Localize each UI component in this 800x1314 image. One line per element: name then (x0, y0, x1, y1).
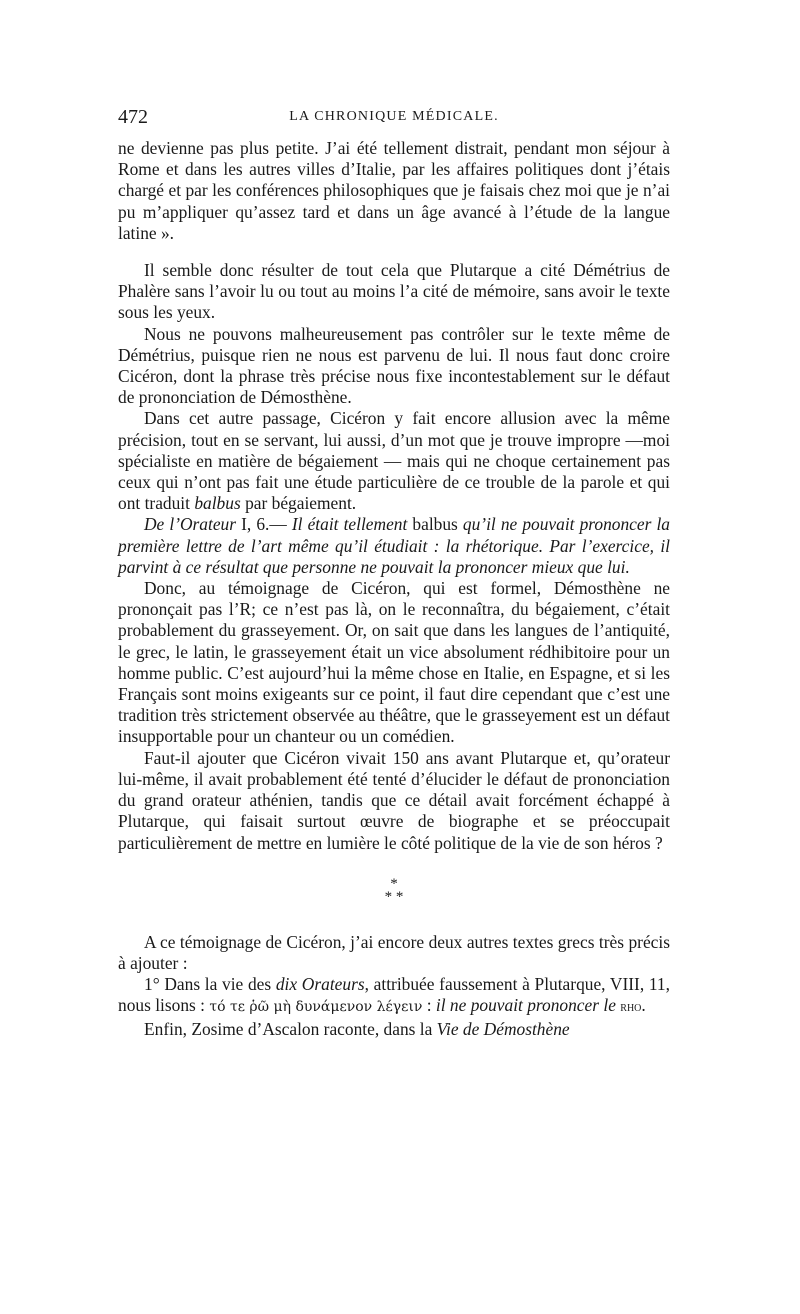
p9-title: Vie de Démosthène (436, 1018, 570, 1039)
p8-text-2: , attribuée faussement à Plutarque, VIII, 11, nous lisons : (118, 974, 670, 1016)
asterism (118, 875, 670, 905)
paragraph-4-text: Dans cet autre passage, Cicéron y fait encore allusion avec la même précision, tout en se servant, lui aussi, d’un mot que je trouve impropre —moi spécialiste en matière de bégaiement — mais qui ne choque certainement pas ceux qui n’ont pas fait une étude particulière de ce trouble de la parole et qui ont traduit (118, 408, 670, 514)
asterism-bottom: * * (384, 888, 404, 905)
running-title: LA CHRONIQUE MÉDICALE. (289, 109, 499, 124)
paragraph-7: A ce témoignage de Cicéron, j’ai encore deux autres textes grecs très précis à ajouter : (118, 931, 670, 973)
greek-quote: τό τε ῥῶ μὴ δυνάμενον λέγειν (209, 999, 423, 1016)
paragraph-2: Il semble donc résulter de tout cela que Plutarque a cité Démétrius de Phalère sans l’avoir lu ou tout au moins l’a cité de mémoire, sans avoir le texte sous les yeux. (118, 260, 670, 323)
balbus-term: balbus (194, 493, 241, 514)
paragraph-4-end: par bégaiement. (245, 493, 357, 514)
paragraph-9 (118, 1019, 670, 1040)
rho-word: rho (620, 1000, 642, 1016)
paragraph-5: Donc, au témoignage de Cicéron, qui est formel, Démosthène ne prononçait pas l’R; ce n’est pas là, on le reconnaîtra, du bégaiement, c’était probablement du grasseyement. Or, on sait que dans les langues de l’antiquité, le grec, le latin, le grasseyement était un vice absolument rédhibitoire pour un homme public. C’est aujourd’hui la même chose en Italie, en Espagne, et si les Français sont moins exigeants sur ce point, il faut dire cependant que c’est une tradition très strictement observée au théâtre, que le grasseyement est un défaut insupportable pour un chanteur ou un comédien. (118, 578, 670, 747)
body-text (118, 138, 670, 1040)
paragraph-6: Faut-il ajouter que Cicéron vivait 150 ans avant Plutarque et, qu’orateur lui-même, il avait probablement été tenté d’élucider le défaut de prononciation du grand orateur athénien, tandis que ce détail avait forcément échappé à Plutarque, qui faisait surtout œuvre de biographe et se préoccupait particulièrement de mettre en lumière le côté politique de la vie de son héros ? (118, 747, 670, 853)
p8-colon: : (426, 995, 432, 1016)
paragraph-4 (118, 408, 670, 514)
p8-text-1: 1° Dans la vie des (144, 974, 272, 995)
quote-balbus: balbus (412, 514, 458, 535)
paragraph-3: Nous ne pouvons malheureusement pas contrôler sur le texte même de Démétrius, puisque rien ne nous est parvenu de lui. Il nous faut donc croire Cicéron, dont la phrase très précise nous fixe incontestablement sur le défaut de prononciation de Démosthène. (118, 323, 670, 408)
page-number: 472 (118, 106, 148, 128)
quote-reference: I, 6.— (241, 514, 287, 535)
asterism-top: * (390, 875, 398, 892)
quote-text-2: qu’il ne pouvait prononcer la première lettre de l’art même qu’il étudiait : la rhétorique. Par l’exercice, il parvint à ce résultat que personne ne pouvait la prononcer mieux que lui. (118, 514, 670, 577)
p9-text: Enfin, Zosime d’Ascalon raconte, dans la (144, 1018, 433, 1039)
paragraph-1: ne devienne pas plus petite. J’ai été tellement distrait, pendant mon séjour à Rome et dans les autres villes d’Italie, par les affaires politiques dont j’étais chargé et par les conférences philosophiques que je faisais chez moi que je n’ai pu m’appliquer qu’assez tard et dans un âge avancé à l’étude de la langue latine ». (118, 138, 670, 243)
page-header (118, 106, 670, 132)
paragraph-8 (118, 974, 670, 1018)
quote-text-1: Il était tellement (291, 514, 408, 535)
p8-end: . (641, 995, 646, 1016)
page (118, 106, 670, 1040)
quotation (118, 514, 670, 578)
p8-translation: il ne pouvait prononcer le (435, 995, 616, 1016)
p8-title: dix Orateurs (275, 974, 365, 995)
quote-source: De l’Orateur (144, 514, 237, 535)
